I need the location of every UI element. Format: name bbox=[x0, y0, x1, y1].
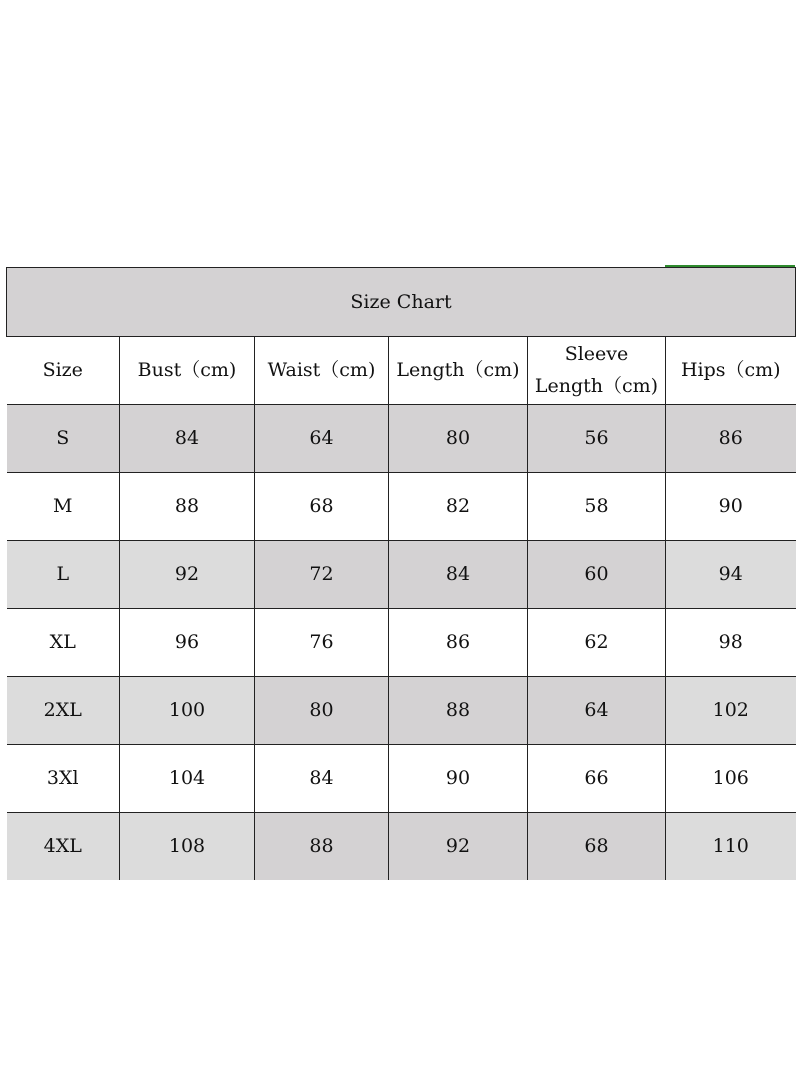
table-row bbox=[7, 745, 796, 813]
header-row bbox=[7, 337, 796, 405]
cell-size: XL bbox=[7, 609, 120, 677]
cell-waist: 80 bbox=[255, 677, 389, 745]
table-row bbox=[7, 813, 796, 881]
cell-bust: 96 bbox=[120, 609, 255, 677]
cell-waist: 68 bbox=[255, 473, 389, 541]
chart-title: Size Chart bbox=[7, 268, 796, 337]
cell-size: 3Xl bbox=[7, 745, 120, 813]
cell-hips: 110 bbox=[666, 813, 796, 881]
cell-sleeve-length: 62 bbox=[528, 609, 666, 677]
cell-sleeve-length: 56 bbox=[528, 405, 666, 473]
column-header-sleeve-length: Sleeve Length（cm) bbox=[528, 337, 666, 405]
column-header-length: Length（cm) bbox=[389, 337, 528, 405]
cell-bust: 88 bbox=[120, 473, 255, 541]
cell-hips: 98 bbox=[666, 609, 796, 677]
cell-sleeve-length: 66 bbox=[528, 745, 666, 813]
cell-hips: 106 bbox=[666, 745, 796, 813]
cell-sleeve-length: 64 bbox=[528, 677, 666, 745]
cell-sleeve-length: 58 bbox=[528, 473, 666, 541]
size-chart-table bbox=[6, 267, 796, 880]
cell-bust: 108 bbox=[120, 813, 255, 881]
cell-waist: 76 bbox=[255, 609, 389, 677]
column-header-waist: Waist（cm) bbox=[255, 337, 389, 405]
cell-length: 80 bbox=[389, 405, 528, 473]
cell-hips: 94 bbox=[666, 541, 796, 609]
cell-waist: 84 bbox=[255, 745, 389, 813]
cell-length: 88 bbox=[389, 677, 528, 745]
cell-bust: 100 bbox=[120, 677, 255, 745]
cell-hips: 102 bbox=[666, 677, 796, 745]
cell-size: L bbox=[7, 541, 120, 609]
column-header-bust: Bust（cm) bbox=[120, 337, 255, 405]
cell-length: 86 bbox=[389, 609, 528, 677]
title-row bbox=[7, 268, 796, 337]
table-row bbox=[7, 405, 796, 473]
table-row bbox=[7, 609, 796, 677]
table-row bbox=[7, 677, 796, 745]
cell-length: 90 bbox=[389, 745, 528, 813]
cell-length: 82 bbox=[389, 473, 528, 541]
cell-size: S bbox=[7, 405, 120, 473]
cell-bust: 84 bbox=[120, 405, 255, 473]
cell-waist: 64 bbox=[255, 405, 389, 473]
cell-sleeve-length: 68 bbox=[528, 813, 666, 881]
table-row bbox=[7, 473, 796, 541]
cell-hips: 86 bbox=[666, 405, 796, 473]
column-header-hips: Hips（cm) bbox=[666, 337, 796, 405]
cell-waist: 72 bbox=[255, 541, 389, 609]
cell-hips: 90 bbox=[666, 473, 796, 541]
table-row bbox=[7, 541, 796, 609]
cell-length: 84 bbox=[389, 541, 528, 609]
cell-sleeve-length: 60 bbox=[528, 541, 666, 609]
cell-size: M bbox=[7, 473, 120, 541]
cell-waist: 88 bbox=[255, 813, 389, 881]
column-header-size: Size bbox=[7, 337, 120, 405]
cell-bust: 104 bbox=[120, 745, 255, 813]
cell-bust: 92 bbox=[120, 541, 255, 609]
cell-size: 2XL bbox=[7, 677, 120, 745]
cell-size: 4XL bbox=[7, 813, 120, 881]
cell-length: 92 bbox=[389, 813, 528, 881]
